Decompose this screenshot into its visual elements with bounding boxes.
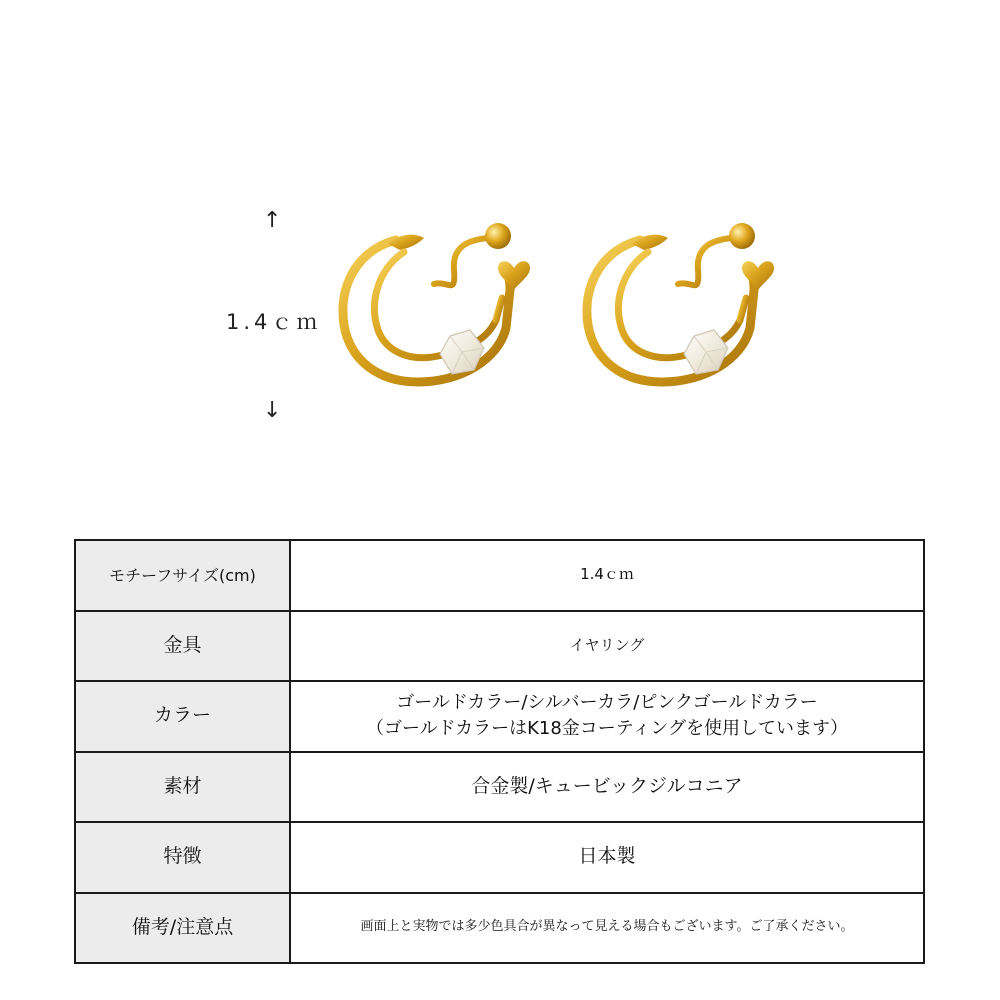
spec-key-color: カラー xyxy=(75,681,290,752)
table-row xyxy=(75,540,924,611)
dimension-arrow-up-icon: ↑ xyxy=(263,208,282,233)
spec-value-material: 合金製/キュービックジルコニア xyxy=(290,752,924,823)
spec-value-motif-size: 1.4ｃｍ xyxy=(290,540,924,611)
right-ear-cuff xyxy=(587,223,774,382)
spec-key-feature: 特徴 xyxy=(75,822,290,893)
spec-key-motif-size: モチーフサイズ(cm) xyxy=(75,540,290,611)
spec-key-material: 素材 xyxy=(75,752,290,823)
left-ear-cuff xyxy=(343,223,530,382)
table-row xyxy=(75,681,924,752)
table-row xyxy=(75,752,924,823)
spec-table xyxy=(74,539,925,964)
dimension-label: 1.4ｃｍ xyxy=(226,310,322,334)
table-row xyxy=(75,893,924,964)
spec-value-notes: 画面上と実物では多少色具合が異なって見える場合もございます。ご了承ください。 xyxy=(290,893,924,964)
spec-value-color-line: ゴールドカラー/シルバーカラ/ピンクゴールドカラー xyxy=(396,692,818,714)
spec-key-notes: 備考/注意点 xyxy=(75,893,290,964)
spec-key-fitting: 金具 xyxy=(75,611,290,682)
spec-value-color-note: （ゴールドカラーはK18金コーティングを使用しています） xyxy=(365,718,848,740)
spec-value-fitting: イヤリング xyxy=(290,611,924,682)
spec-value-feature: 日本製 xyxy=(290,822,924,893)
table-row xyxy=(75,611,924,682)
spec-value-color xyxy=(290,681,924,752)
table-row xyxy=(75,822,924,893)
dimension-arrow-down-icon: ↓ xyxy=(263,398,282,423)
